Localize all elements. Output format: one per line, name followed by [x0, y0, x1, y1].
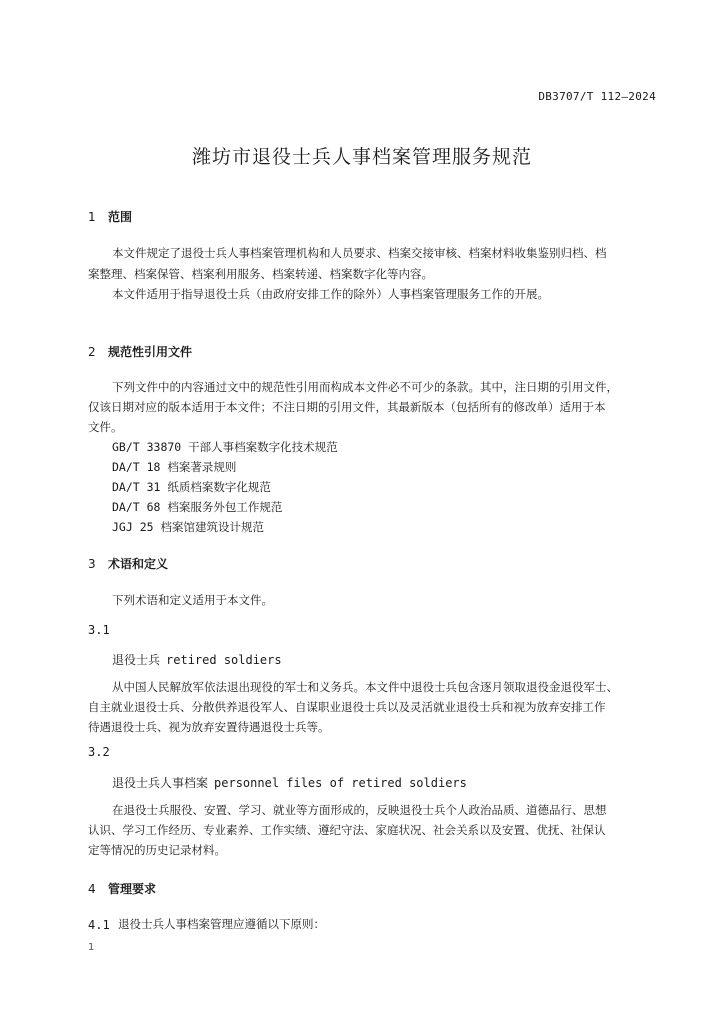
term-entry [112, 651, 282, 668]
section-number: 4 [88, 882, 96, 896]
section-title: 管理要求 [108, 882, 157, 896]
clause-number: 3.2 [88, 745, 110, 759]
paragraph-line: 下列文件中的内容通过文中的规范性引用而构成本文件必不可少的条款。其中，注日期的引用文件， [112, 380, 618, 394]
reference-item: GB/T 33870 干部人事档案数字化技术规范 [112, 440, 338, 454]
section-title: 范围 [108, 210, 133, 224]
document-title: 潍坊市退役士兵人事档案管理服务规范 [191, 146, 532, 168]
reference-item: DA/T 31 纸质档案数字化规范 [112, 480, 271, 494]
paragraph-line: 本文件适用于指导退役士兵（由政府安排工作的除外）人事档案管理服务工作的开展。 [112, 287, 549, 301]
term-zh: 退役士兵人事档案 [112, 776, 209, 790]
paragraph-line: 定等情况的历史记录材料。 [88, 843, 226, 857]
paragraph-line: 下列术语和定义适用于本文件。 [112, 593, 273, 607]
term-entry [112, 774, 467, 791]
page-number: 1 [88, 942, 95, 953]
paragraph-line: 本文件规定了退役士兵人事档案管理机构和人员要求、档案交接审核、档案材料收集鉴别归档、档 [112, 246, 607, 260]
clause-number: 3.1 [88, 623, 110, 637]
section-number: 2 [88, 345, 96, 359]
standard-number: DB3707/T 112—2024 [538, 90, 656, 103]
section-4-heading [88, 880, 156, 897]
paragraph-line: 认识、学习工作经历、专业素养、工作实绩、遵纪守法、家庭状况、社会关系以及安置、优抚、社保认 [88, 823, 606, 837]
clause-number: 4.1 [88, 918, 110, 932]
term-en: retired soldiers [166, 653, 282, 667]
paragraph-line: 在退役士兵服役、安置、学习、就业等方面形成的，反映退役士兵个人政治品质、道德品行、思想 [112, 803, 607, 817]
paragraph-line: 案整理、档案保管、档案利用服务、档案转递、档案数字化等内容。 [88, 267, 433, 281]
section-2-heading [88, 343, 192, 360]
paragraph-line: 文件。 [88, 420, 123, 434]
paragraph-line: 退役士兵人事档案管理应遵循以下原则： [118, 917, 325, 931]
term-zh: 退役士兵 [112, 653, 161, 667]
section-number: 1 [88, 210, 96, 224]
section-3-heading [88, 555, 168, 572]
reference-item: DA/T 18 档案著录规则 [112, 460, 237, 474]
section-number: 3 [88, 557, 96, 571]
paragraph-line: 待遇退役士兵、视为放弃安置待遇退役士兵等。 [88, 720, 330, 734]
section-title: 规范性引用文件 [108, 345, 193, 359]
reference-item: DA/T 68 档案服务外包工作规范 [112, 500, 283, 514]
section-1-heading [88, 208, 132, 225]
term-en: personnel files of retired soldiers [214, 776, 467, 790]
reference-item: JGJ 25 档案馆建筑设计规范 [112, 520, 264, 534]
section-title: 术语和定义 [108, 557, 169, 571]
paragraph-line: 从中国人民解放军依法退出现役的军士和义务兵。本文件中退役士兵包含逐月领取退役金退役军士、 [112, 680, 618, 694]
paragraph-line: 自主就业退役士兵、分散供养退役军人、自谋职业退役士兵以及灵活就业退役士兵和视为放弃安排工作 [88, 700, 606, 714]
paragraph-line: 仅该日期对应的版本适用于本文件；不注日期的引用文件，其最新版本（包括所有的修改单）适用于本 [88, 400, 606, 414]
